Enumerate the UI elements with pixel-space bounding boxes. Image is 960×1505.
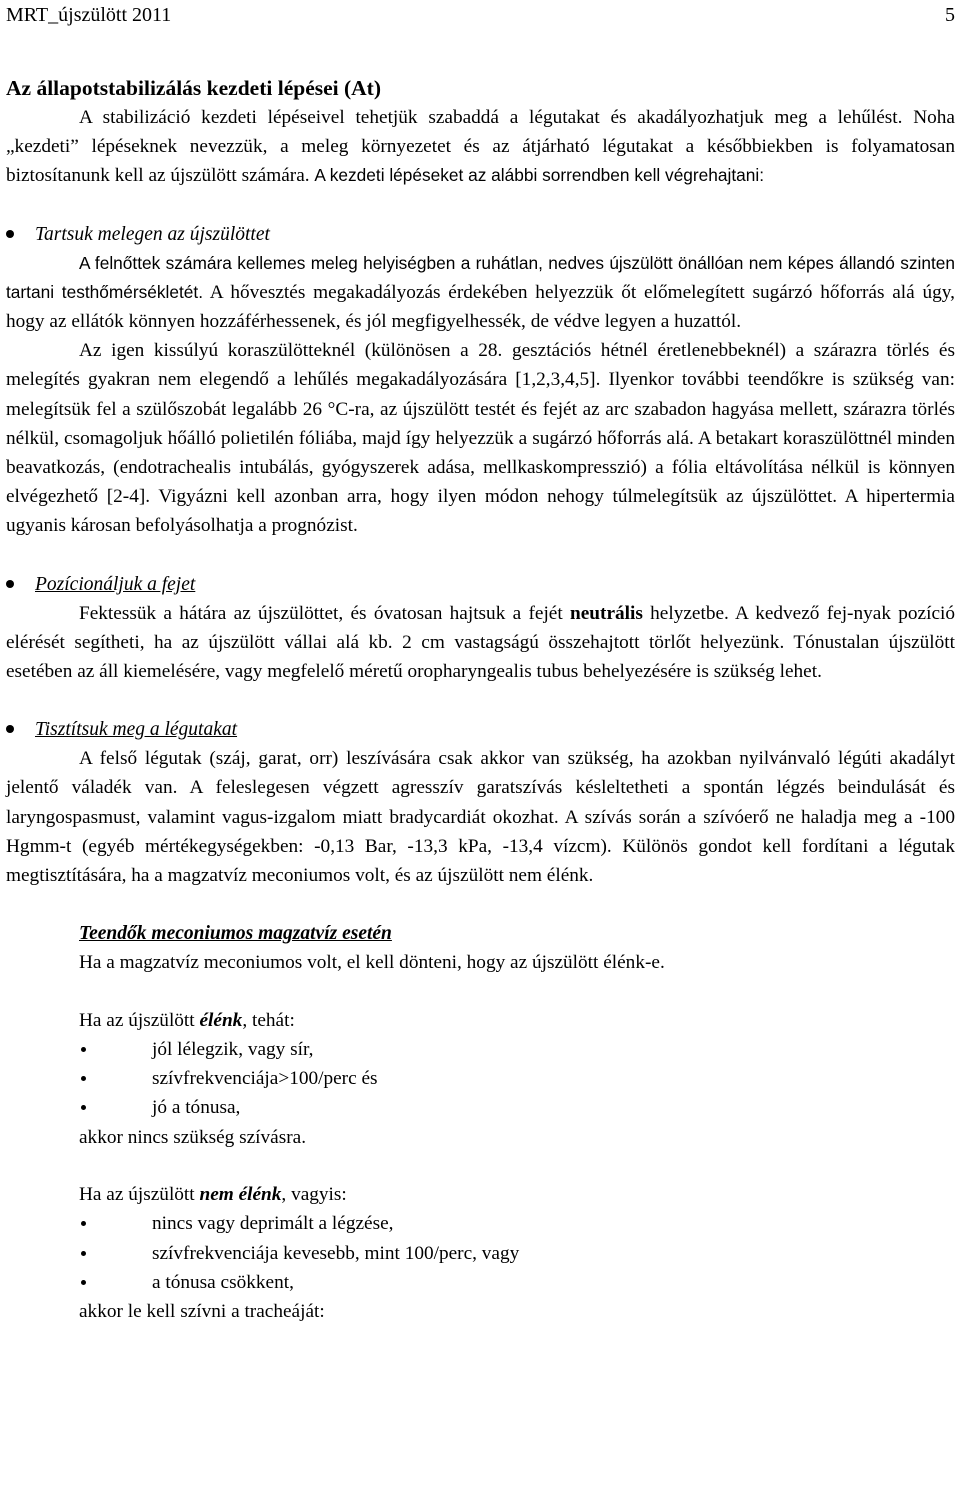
list-item (79, 1209, 955, 1238)
warm-paragraph-1 (6, 249, 955, 337)
bullet-heading-airway (6, 715, 955, 744)
bullet-heading-position (6, 570, 955, 599)
warm-text-serif: A hővesztés megakadályozás érdekében helyezzük őt előmelegített sugárzó hőforrás alá úgy, hogy az ellátók könnyen hozzáférhessenek, és jól megfigyelhessék, de védve legyen a huzattól. (6, 281, 956, 333)
bullet-dot (81, 1047, 86, 1052)
list-item-text: szívfrekvenciája kevesebb, mint 100/perc, vagy (152, 1242, 520, 1264)
list-item-text: jól lélegzik, vagy sír, (152, 1038, 314, 1060)
not-lively-lead (79, 1180, 955, 1209)
meconium-intro: Ha a magzatvíz meconiumos volt, el kell dönteni, hogy az újszülött élénk-e. (79, 952, 665, 974)
list-item (79, 1239, 955, 1268)
list-item (79, 1064, 955, 1093)
list-item-text: szívfrekvenciája>100/perc és (152, 1068, 378, 1090)
intro-text: A stabilizáció kezdeti lépéseivel tehetjük szabaddá a légutakat és akadályozhatjuk meg a lehűlést. Noha „kezdeti” lépéseknek nevezzük, a meleg környezetet és az átjárható légutakat a későbbiekben is folyamatosan biztosítanunk kell az újszülött számára. (6, 107, 955, 187)
bullet-dot (81, 1076, 86, 1081)
lively-lead-em: élénk (199, 1009, 243, 1031)
bullet-dot (81, 1105, 86, 1110)
warm-paragraph-2: Az igen kissúlyú koraszülötteknél (különösen a 28. gesztációs hétnél éretlenebbeknél) a szárazra törlés és melegítés gyakran nem elegendő a lehűlés megakadályozására [1,2,3,4,5]. Ilyenkor további teendőkre is szükség van: melegítsük fel a szülőszobát legalább 26 °C-ra, az újszülött testét és fejét az arc szabadon hagyása mellett, szárazra törlés nélkül, csomagoljuk hőálló polietilén fóliába, majd így helyezzük a sugárzó hőforrás alá. A betakart koraszülöttnél minden beavatkozás, (endotrachealis intubálás, gyógyszerek adása, mellkaskompresszió) a fólia eltávolítása nélkül is könnyen elvégezhető [2-4]. Vigyázni kell azonban arra, hogy ilyen módon nehogy túlmelegítsük az újszülöttet. A hipertermia ugyanis károsan befolyásolhatja a prognózist. (6, 340, 955, 537)
lively-conclusion: akkor nincs szükség szívásra. (79, 1126, 307, 1148)
position-text-bold: neutrális (570, 602, 643, 624)
warm-text-sans: A felnőttek számára kellemes meleg helyiségben a ruhátlan, nedves újszülött önállóan nem képes állandó szinten tartani testhőmérsékletét. (6, 252, 955, 302)
meconium-heading: Teendők meconiumos magzatvíz esetén (79, 923, 392, 945)
not-lively-lead-b: , vagyis: (281, 1184, 347, 1206)
lively-lead (79, 1006, 955, 1035)
lively-criteria-list (6, 1035, 955, 1123)
bullet-dot (6, 725, 14, 733)
not-lively-criteria-list (6, 1209, 955, 1297)
not-lively-conclusion: akkor le kell szívni a tracheáját: (79, 1301, 325, 1323)
intro-paragraph (6, 103, 955, 191)
not-lively-lead-em: nem élénk (199, 1184, 282, 1206)
bullet-dot (6, 230, 14, 238)
bullet-heading-warm (6, 220, 955, 249)
not-lively-lead-a: Ha az újszülött (79, 1184, 200, 1206)
document-page (6, 0, 955, 1327)
bullet-dot (6, 580, 14, 588)
list-item-text: a tónusa csökkent, (152, 1271, 294, 1293)
page-number: 5 (945, 4, 955, 26)
position-text-a: Fektessük a hátára az újszülöttet, és óvatosan hajtsuk a fejét (79, 602, 571, 624)
lively-lead-b: , tehát: (242, 1009, 295, 1031)
bullet-title: Pozícionáljuk a fejet (35, 573, 196, 595)
page-header (6, 0, 955, 30)
list-item-text: nincs vagy deprimált a légzése, (152, 1213, 394, 1235)
intro-text-sans: A kezdeti lépéseket az alábbi sorrendben kell végrehajtani: (314, 165, 765, 186)
bullet-dot (81, 1280, 86, 1285)
bullet-dot (81, 1221, 86, 1226)
list-item (79, 1268, 955, 1297)
position-paragraph (6, 599, 955, 687)
airway-paragraph: A felső légutak (száj, garat, orr) leszívására csak akkor van szükség, ha azokban nyilvánvaló légúti akadályt jelentő váladék van. A feleslegesen végzett agresszív garatszívás késleltetheti a spontán légzés beindulását és laryngospasmust, valamint vagus-izgalom miatt bradycardiát okozhat. A szívás során a szívóerő ne haladja meg a -100 Hgmm-t (egyéb mértékegységekben: -0,13 Bar, -13,3 kPa, -13,4 vízcm). Különös gondot kell fordítani a légutak megtisztítására, ha a magzatvíz meconiumos volt, és az újszülött nem élénk. (6, 748, 955, 887)
lively-lead-a: Ha az újszülött (79, 1009, 200, 1031)
list-item (79, 1035, 955, 1064)
position-text-b: helyzetbe. A kedvező fej-nyak pozíció elérését segítheti, ha az újszülött vállai alá kb. 2 cm vastagságú összehajtott törlőt helyezünk. Tónustalan újszülött esetében az áll kiemelésére, vagy megfelelő méretű oropharyngealis tubus behelyezésére is szükség lehet. (6, 602, 955, 683)
section-title: Az állapotstabilizálás kezdeti lépései (At) (6, 76, 382, 100)
document-name: MRT_újszülött 2011 (6, 4, 172, 26)
bullet-dot (81, 1251, 86, 1256)
bullet-title: Tartsuk melegen az újszülöttet (35, 223, 270, 245)
list-item-text: jó a tónusa, (152, 1097, 241, 1119)
list-item (79, 1093, 955, 1122)
bullet-title: Tisztítsuk meg a légutakat (35, 719, 238, 741)
